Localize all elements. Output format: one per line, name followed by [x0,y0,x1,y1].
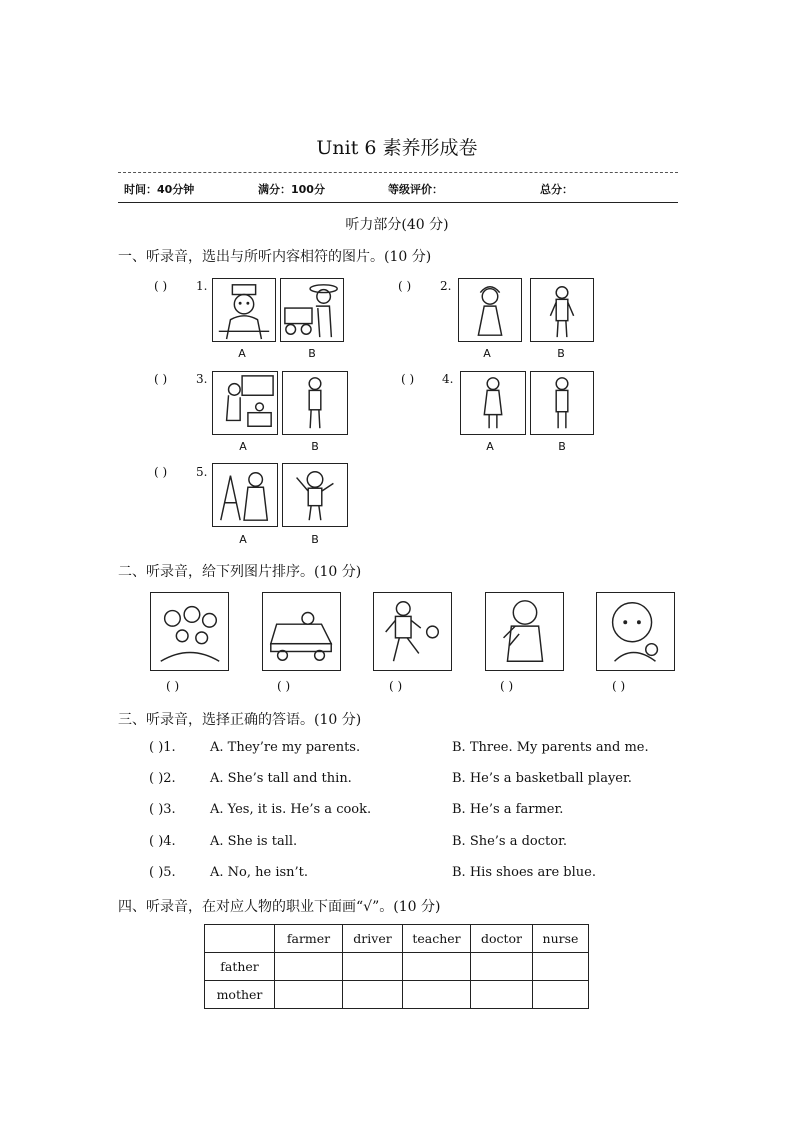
section3-heading: 三、听录音，选择正确的答语。(10 分) [118,712,362,728]
check-cell[interactable] [343,953,403,981]
solid-divider [118,202,678,203]
q4-picture-b-woman-icon[interactable] [530,371,594,435]
q2-picture-a-girl-icon[interactable] [458,278,522,342]
s3-q1-option-a: A. They’re my parents. [210,740,361,755]
s2-answer-blank-5[interactable]: ( ) [612,679,626,693]
s2-picture-3-football-player-icon[interactable] [373,592,452,671]
occupation-table [204,924,589,1009]
s2-picture-4-farmer-girl-icon[interactable] [485,592,564,671]
check-cell[interactable] [403,981,471,1009]
section4-heading: 四、听录音，在对应人物的职业下面画“√”。(10 分) [118,899,441,915]
q5-label-b: B [311,533,319,546]
check-cell[interactable] [343,981,403,1009]
q5-label-a: A [239,533,247,546]
full-score-info: 满分：100分 [258,183,325,196]
row-header: mother [205,981,275,1009]
q4-label-a: A [486,440,494,453]
s2-picture-5-baby-icon[interactable] [596,592,675,671]
grade-info: 等级评价： [388,183,443,196]
column-header: nurse [533,925,589,953]
total-score-info: 总分： [540,183,573,196]
answer-blank-4[interactable]: ( ) [401,372,415,386]
answer-blank-1[interactable]: ( ) [154,279,168,293]
table-corner-cell [205,925,275,953]
s3-q2-option-a: A. She’s tall and thin. [210,771,352,786]
s3-q4-number[interactable]: ( )4. [149,834,176,849]
s2-answer-blank-3[interactable]: ( ) [389,679,403,693]
q1-picture-a-cook-icon[interactable] [212,278,276,342]
row-header: father [205,953,275,981]
s2-answer-blank-1[interactable]: ( ) [166,679,180,693]
question-number-2: 2. [440,279,452,293]
s2-picture-2-driver-car-icon[interactable] [262,592,341,671]
s2-picture-1-family-icon[interactable] [150,592,229,671]
dashed-divider [118,172,678,173]
q4-label-b: B [558,440,566,453]
column-header: farmer [275,925,343,953]
s3-q3-option-a: A. Yes, it is. He’s a cook. [210,802,372,817]
check-cell[interactable] [471,953,533,981]
s3-q5-option-a: A. No, he isn’t. [210,865,309,880]
q1-picture-b-farmer-icon[interactable] [280,278,344,342]
q2-label-a: A [483,347,491,360]
q1-label-b: B [308,347,316,360]
check-cell[interactable] [533,981,589,1009]
q4-picture-a-nurse-icon[interactable] [460,371,526,435]
question-number-4: 4. [442,372,454,386]
s3-q3-number[interactable]: ( )3. [149,802,176,817]
check-cell[interactable] [533,953,589,981]
s3-q5-option-b: B. His shoes are blue. [452,865,596,880]
q3-label-a: A [239,440,247,453]
s3-q4-option-b: B. She’s a doctor. [452,834,568,849]
answer-blank-5[interactable]: ( ) [154,465,168,479]
s2-answer-blank-2[interactable]: ( ) [277,679,291,693]
column-header: teacher [403,925,471,953]
table-row [205,981,589,1009]
q3-picture-a-teacher-icon[interactable] [212,371,278,435]
table-header-row [205,925,589,953]
s3-q2-number[interactable]: ( )2. [149,771,176,786]
s3-q2-option-b: B. He’s a basketball player. [452,771,632,786]
q3-label-b: B [311,440,319,453]
check-cell[interactable] [275,953,343,981]
table-row [205,953,589,981]
s3-q3-option-b: B. He’s a farmer. [452,802,564,817]
s3-q1-option-b: B. Three. My parents and me. [452,740,649,755]
q1-label-a: A [238,347,246,360]
q5-picture-b-boy-waving-icon[interactable] [282,463,348,527]
section2-heading: 二、听录音，给下列图片排序。(10 分) [118,564,362,580]
answer-blank-2[interactable]: ( ) [398,279,412,293]
question-number-3: 3. [196,372,208,386]
column-header: driver [343,925,403,953]
check-cell[interactable] [403,953,471,981]
s3-q4-option-a: A. She is tall. [210,834,298,849]
answer-blank-3[interactable]: ( ) [154,372,168,386]
check-cell[interactable] [471,981,533,1009]
q5-picture-a-painter-icon[interactable] [212,463,278,527]
page-title: Unit 6 素养形成卷 [316,137,478,159]
q3-picture-b-boy-icon[interactable] [282,371,348,435]
check-cell[interactable] [275,981,343,1009]
listening-part-heading: 听力部分(40 分) [345,217,449,233]
section1-heading: 一、听录音，选出与所听内容相符的图片。(10 分) [118,249,432,265]
time-info: 时间：40分钟 [124,183,195,196]
s2-answer-blank-4[interactable]: ( ) [500,679,514,693]
s3-q1-number[interactable]: ( )1. [149,740,176,755]
question-number-1: 1. [196,279,208,293]
q2-picture-b-doctor-icon[interactable] [530,278,594,342]
s3-q5-number[interactable]: ( )5. [149,865,176,880]
column-header: doctor [471,925,533,953]
q2-label-b: B [557,347,565,360]
question-number-5: 5. [196,465,208,479]
